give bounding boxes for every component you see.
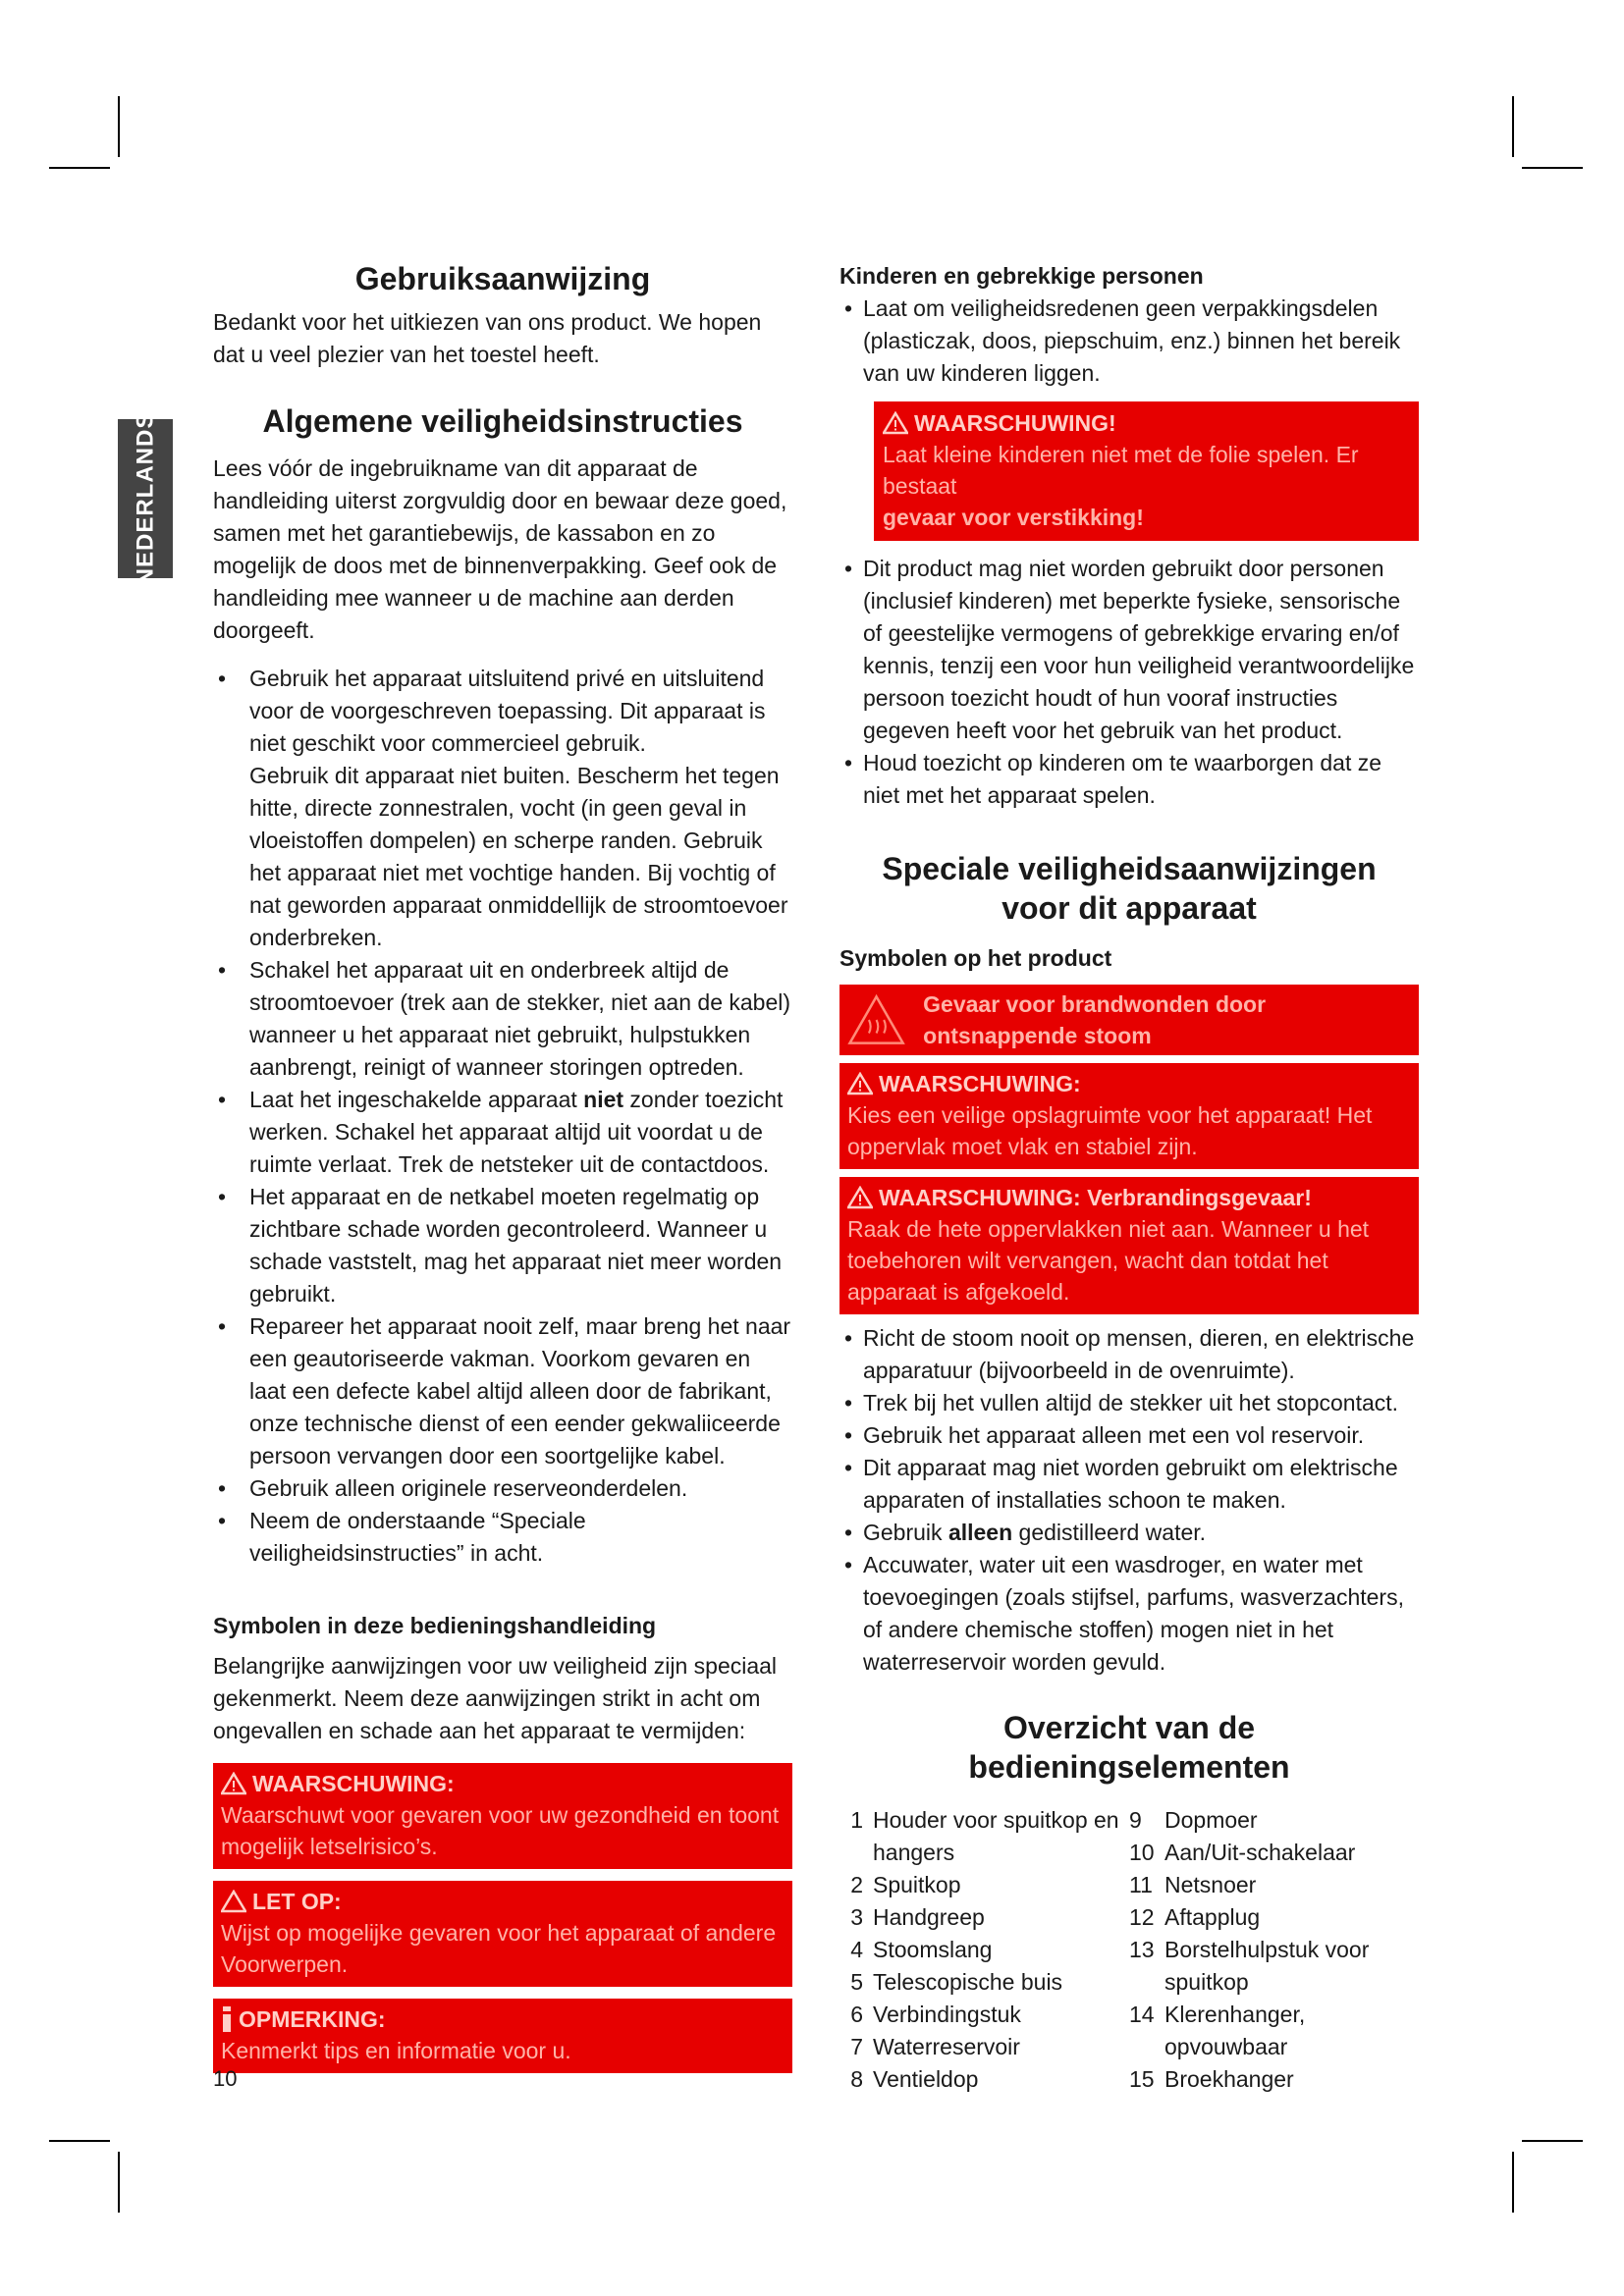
general-safety-list: [213, 663, 792, 1570]
left-column: [213, 253, 792, 2073]
part-number: 15: [1129, 2066, 1155, 2092]
children-list-2: [839, 553, 1419, 812]
part-number: 2: [850, 1872, 863, 1897]
part-name: Borstelhulpstuk voor spuitkop: [1164, 1937, 1370, 1995]
general-safety-heading: Algemene veiligheidsinstructies: [262, 403, 743, 439]
list-item: • Laat het ingeschakelde apparaat niet zonder toezicht werken. Schakel het apparaat altijd uit voordat u de ruimte verlaat. Trek de netsteker uit de contactdoos.: [217, 1087, 784, 1177]
warning-box: WAARSCHUWING: Waarschuwt voor gevaren voor uw gezondheid en toont mogelijk letselrisico’s.: [213, 1763, 792, 1869]
part-number: 13: [1129, 1937, 1155, 1962]
part-name: Broekhanger: [1164, 2066, 1294, 2092]
list-item: • Dit apparaat mag niet worden gebruikt om elektrische apparaten of installaties schoon te maken.: [843, 1455, 1398, 1513]
part-list-item: [1129, 1804, 1419, 1837]
suffocation-warning-box: WAARSCHUWING! Laat kleine kinderen niet met de folie spelen. Er bestaat gevaar voor verstikking!: [874, 401, 1419, 541]
part-list-item: [839, 1804, 1129, 1869]
part-list-item: [839, 2063, 1129, 2096]
part-list-item: [1129, 2063, 1419, 2096]
side-tab-label: NEDERLANDS: [132, 411, 158, 586]
part-number: 11: [1129, 1872, 1153, 1897]
part-number: 14: [1129, 2002, 1155, 2027]
list-item: • Gebruik alleen gedistilleerd water.: [843, 1520, 1207, 1545]
list-item: • Gebruik het apparaat uitsluitend privé en uitsluitend voor de voorgeschreven toepassing. Dit apparaat is niet geschikt voor commercieel gebruik. Gebruik dit apparaat niet buiten. Bescherm het tegen hitte, directe zonnestralen, vocht (in geen geval in vloeistoffen dompelen) en scherpe randen. Gebruik het apparaat niet met vochtige handen. Bij vochtig of nat geworden apparaat onmiddellijk de stroomtoevoer onderbreken.: [217, 666, 788, 950]
part-name: Handgreep: [873, 1904, 985, 1930]
list-item: • Gebruik alleen originele reserveonderdelen.: [217, 1475, 688, 1501]
part-name: Stoomslang: [873, 1937, 993, 1962]
symbols-manual-heading: Symbolen in deze bedieningshandleiding: [213, 1613, 657, 1638]
part-list-item: [839, 1869, 1129, 1901]
caution-triangle-icon: [221, 1890, 246, 1913]
part-number: 4: [850, 1937, 863, 1962]
right-column: [839, 253, 1419, 2096]
info-icon: [221, 2006, 233, 2032]
crop-mark: [49, 2140, 110, 2142]
children-heading: Kinderen en gebrekkige personen: [839, 263, 1204, 289]
part-number: 10: [1129, 1840, 1155, 1865]
list-item: • Accuwater, water uit een wasdroger, en water met toevoegingen (zoals stijfsel, parfums, wasverzachters, of andere chemische stoffen) mogen niet in het waterreservoir worden gevuld.: [843, 1552, 1404, 1675]
note-box: OPMERKING: Kenmerkt tips en informatie voor u.: [213, 1999, 792, 2073]
part-list-item: [839, 2031, 1129, 2063]
overview-parts-list: [839, 1804, 1419, 2096]
list-item: • Repareer het apparaat nooit zelf, maar breng het naar een geautoriseerde vakman. Voorkom gevaren en laat een defecte kabel altijd alleen door de fabrikant, onze technische dienst of een eender gekwaliiceerde persoon vervangen door een soortgelijke kabel.: [217, 1313, 791, 1468]
part-list-item: [1129, 1999, 1419, 2063]
list-item: • Schakel het apparaat uit en onderbreek altijd de stroomtoevoer (trek aan de stekker, niet aan de kabel) wanneer u het apparaat niet gebruikt, hulpstukken aanbrengt, reinigt of wanneer storingen optreden.: [217, 957, 791, 1080]
list-item: • Richt de stoom nooit op mensen, dieren, en elektrische apparatuur (bijvoorbeeld in de ovenruimte).: [843, 1325, 1415, 1383]
part-number: 7: [850, 2034, 863, 2059]
part-name: Ventieldop: [873, 2066, 979, 2092]
list-item: • Dit product mag niet worden gebruikt door personen (inclusief kinderen) met beperkte fysieke, sensorische of geestelijke vermogens of gebrekkige ervaring en/of kennis, tenzij een voor hun veiligheid verantwoordelijke persoon toezicht houdt of hun vooraf instructies gegeven heeft voor het gebruik van het product.: [843, 556, 1415, 743]
general-safety-intro: Lees vóór de ingebruikname van dit apparaat de handleiding uiterst zorgvuldig door en bewaar deze goed, samen met het garantiebewijs, de kassabon en zo mogelijk de doos met de binnenverpakking. Geef ook de handleiding mee wanneer u de machine aan derden doorgeeft.: [213, 455, 787, 643]
part-list-item: [1129, 1869, 1419, 1901]
caution-box: LET OP: Wijst op mogelijke gevaren voor het apparaat of andere Voorwerpen.: [213, 1881, 792, 1987]
steam-hazard-box: Gevaar voor brandwonden door ontsnappende stoom: [839, 985, 1419, 1055]
crop-mark: [118, 96, 120, 157]
list-item: • Neem de onderstaande “Speciale veiligheidsinstructies” in acht.: [217, 1508, 586, 1566]
warning-triangle-icon: [847, 1072, 873, 1095]
special-safety-list: [839, 1322, 1419, 1679]
crop-mark: [118, 2152, 120, 2213]
page-title: Gebruiksaanwijzing: [354, 261, 651, 296]
part-number: 12: [1129, 1904, 1155, 1930]
part-number: 1: [850, 1807, 863, 1833]
part-number: 3: [850, 1904, 863, 1930]
crop-mark: [1512, 96, 1514, 157]
burn-warning-box: WAARSCHUWING: Verbrandingsgevaar! Raak de hete oppervlakken niet aan. Wanneer u het toebehoren wilt vervangen, wacht dan totdat het apparaat is afgekoeld.: [839, 1177, 1419, 1314]
part-list-item: [1129, 1934, 1419, 1999]
intro-text: Bedankt voor het uitkiezen van ons product. We hopen dat u veel plezier van het toestel heeft.: [213, 309, 762, 367]
part-name: Verbindingstuk: [873, 2002, 1021, 2027]
warning-triangle-icon: [847, 1186, 873, 1209]
storage-warning-box: WAARSCHUWING: Kies een veilige opslagruimte voor het apparaat! Het oppervlak moet vlak en stabiel zijn.: [839, 1063, 1419, 1169]
crop-mark: [1522, 2140, 1583, 2142]
part-name: Spuitkop: [873, 1872, 961, 1897]
part-list-item: [839, 1999, 1129, 2031]
part-list-item: [1129, 1901, 1419, 1934]
part-number: 5: [850, 1969, 863, 1995]
list-item: • Trek bij het vullen altijd de stekker uit het stopcontact.: [843, 1390, 1399, 1415]
part-name: Netsnoer: [1164, 1872, 1257, 1897]
warning-triangle-icon: [883, 411, 908, 435]
children-list-1: [839, 293, 1419, 390]
crop-mark: [49, 167, 110, 169]
crop-mark: [1522, 167, 1583, 169]
overview-column-right: [1129, 1804, 1419, 2096]
part-number: 9: [1129, 1807, 1142, 1833]
page-number: 10: [213, 2066, 238, 2091]
list-item: • Het apparaat en de netkabel moeten regelmatig op zichtbare schade worden gecontroleerd. Wanneer u schade vaststelt, mag het apparaat niet meer worden gebruikt.: [217, 1184, 783, 1307]
part-number: 8: [850, 2066, 863, 2092]
part-number: 6: [850, 2002, 863, 2027]
part-list-item: [839, 1934, 1129, 1966]
part-name: Dopmoer: [1164, 1807, 1258, 1833]
part-list-item: [839, 1901, 1129, 1934]
language-side-tab: [118, 411, 173, 586]
part-name: Aftapplug: [1164, 1904, 1261, 1930]
list-item: • Houd toezicht op kinderen om te waarborgen dat ze niet met het apparaat spelen.: [843, 750, 1382, 808]
overview-column-left: [839, 1804, 1129, 2096]
part-list-item: [1129, 1837, 1419, 1869]
list-item: • Gebruik het apparaat alleen met een vol reservoir.: [843, 1422, 1365, 1448]
part-name: Houder voor spuitkop en hangers: [873, 1807, 1119, 1865]
hot-steam-icon: [847, 988, 905, 1051]
part-name: Telescopische buis: [873, 1969, 1063, 1995]
crop-mark: [1512, 2152, 1514, 2213]
part-name: Aan/Uit-schakelaar: [1164, 1840, 1356, 1865]
warning-triangle-icon: [221, 1772, 246, 1795]
list-item: • Laat om veiligheidsredenen geen verpakkingsdelen (plasticzak, doos, piepschuim, enz.) binnen het bereik van uw kinderen liggen.: [843, 295, 1401, 386]
part-list-item: [839, 1966, 1129, 1999]
symbols-manual-intro: Belangrijke aanwijzingen voor uw veiligheid zijn speciaal gekenmerkt. Neem deze aanwijzingen strikt in acht om ongevallen en schade aan het apparaat te vermijden:: [213, 1653, 778, 1743]
part-name: Klerenhanger, opvouwbaar: [1164, 2002, 1306, 2059]
overview-heading: Overzicht van de bedieningselementen: [968, 1710, 1290, 1785]
part-name: Waterreservoir: [873, 2034, 1020, 2059]
special-safety-heading: Speciale veiligheidsaanwijzingen voor dit apparaat: [882, 851, 1377, 926]
product-symbols-heading: Symbolen op het product: [839, 945, 1112, 971]
